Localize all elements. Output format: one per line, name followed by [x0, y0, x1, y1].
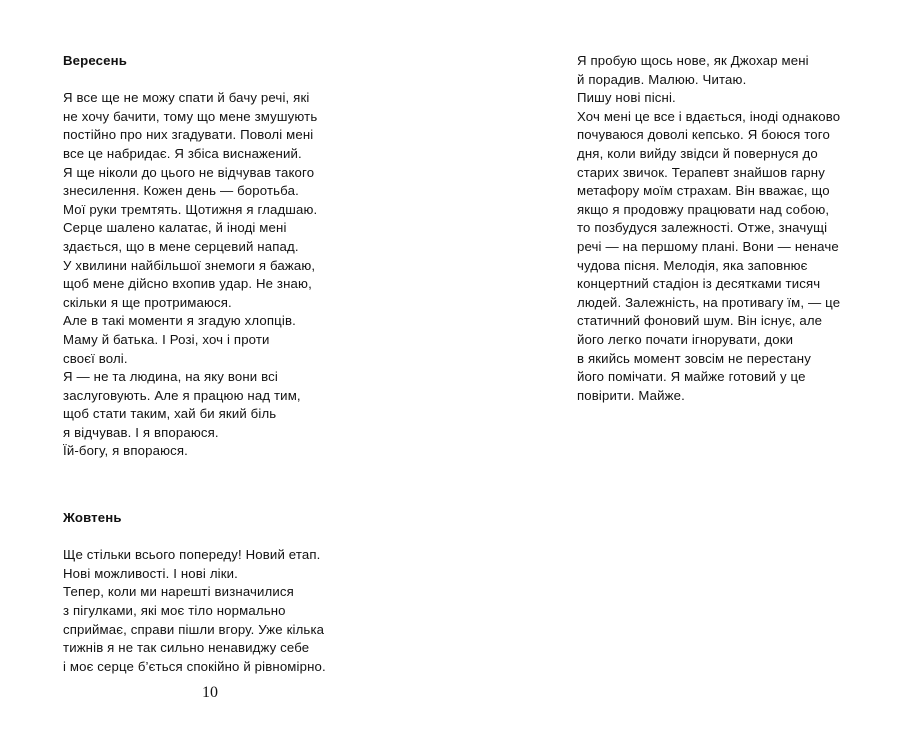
- text-line: своєї волі.: [63, 350, 128, 366]
- text-line: я відчував. І я впораюся.: [63, 424, 219, 440]
- text-line: постійно про них згадувати. Поволі мені: [63, 127, 314, 143]
- text-line: людей. Залежність, на противагу їм, — це: [577, 294, 841, 310]
- left-text-column: [63, 52, 363, 676]
- right-text-column: [577, 52, 877, 405]
- text-line: скільки я ще протримаюся.: [63, 294, 232, 310]
- page-number: 10: [202, 684, 218, 701]
- text-line: Пишу нові пісні.: [577, 90, 676, 106]
- section-body-september: [63, 89, 363, 461]
- text-line: в якийсь момент зовсім не перестану: [577, 350, 811, 366]
- text-line: концертний стадіон із десятками тисяч: [577, 276, 821, 292]
- text-line: повірити. Майже.: [577, 387, 685, 403]
- text-line: Я — не та людина, на яку вони всі: [63, 369, 278, 385]
- text-line: все це набридає. Я збіса виснажений.: [63, 145, 302, 161]
- text-line: Маму й батька. І Розі, хоч і проти: [63, 331, 270, 347]
- text-line: дня, коли вийду звідси й повернуся до: [577, 145, 818, 161]
- text-line: Але в такі моменти я згадую хлопців.: [63, 313, 296, 329]
- text-line: й порадив. Малюю. Читаю.: [577, 71, 747, 87]
- text-line: тижнів я не так сильно ненавиджу себе: [63, 640, 310, 656]
- text-line: Тепер, коли ми нарешті визначилися: [63, 584, 294, 600]
- text-line: то позбудуся залежності. Отже, значущі: [577, 220, 828, 236]
- text-line: сприймає, справи пішли вгору. Уже кілька: [63, 621, 325, 637]
- text-line: старих звичок. Терапевт знайшов гарну: [577, 164, 825, 180]
- text-line: Їй-богу, я впораюся.: [63, 443, 188, 459]
- text-line: почуваюся доволі кепсько. Я боюся того: [577, 127, 830, 143]
- text-line: знесилення. Кожен день — боротьба.: [63, 183, 299, 199]
- text-line: У хвилини найбільшої знемоги я бажаю,: [63, 257, 316, 273]
- right-page: [456, 0, 913, 735]
- text-line: щоб стати таким, хай би який біль: [63, 406, 277, 422]
- text-line: щоб мене дійсно вхопив удар. Не знаю,: [63, 276, 312, 292]
- text-line: Мої руки тремтять. Щотижня я гладшаю.: [63, 201, 318, 217]
- section-title-october: Жовтень: [63, 510, 122, 526]
- text-line: і моє серце б’ється спокійно й рівномірно.: [63, 658, 326, 674]
- text-line: Хоч мені це все і вдається, іноді однаково: [577, 108, 841, 124]
- text-line: Нові можливості. І нові ліки.: [63, 565, 238, 581]
- text-line: Я все ще не можу спати й бачу речі, які: [63, 90, 310, 106]
- text-line: якщо я продовжу працювати над собою,: [577, 201, 830, 217]
- text-line: його помічати. Я майже готовий у це: [577, 369, 806, 385]
- text-line: Серце шалено калатає, й іноді мені: [63, 220, 287, 236]
- text-line: речі — на першому плані. Вони — неначе: [577, 238, 839, 254]
- text-line: Я ще ніколи до цього не відчував такого: [63, 164, 315, 180]
- text-line: метафору моїм страхам. Він вважає, що: [577, 183, 830, 199]
- text-line: його легко почати ігнорувати, доки: [577, 331, 794, 347]
- text-line: Ще стільки всього попереду! Новий етап.: [63, 547, 321, 563]
- text-line: заслуговують. Але я працюю над тим,: [63, 387, 301, 403]
- section-body-october: [63, 546, 363, 676]
- text-line: статичний фоновий шум. Він існує, але: [577, 313, 823, 329]
- text-line: не хочу бачити, тому що мене змушують: [63, 108, 318, 124]
- left-page: [0, 0, 456, 735]
- text-line: здається, що в мене серцевий напад.: [63, 238, 299, 254]
- text-line: з пігулками, які моє тіло нормально: [63, 603, 286, 619]
- section-title-september: Вересень: [63, 53, 128, 68]
- text-line: чудова пісня. Мелодія, яка заповнює: [577, 257, 808, 273]
- text-line: Я пробую щось нове, як Джохар мені: [577, 53, 809, 68]
